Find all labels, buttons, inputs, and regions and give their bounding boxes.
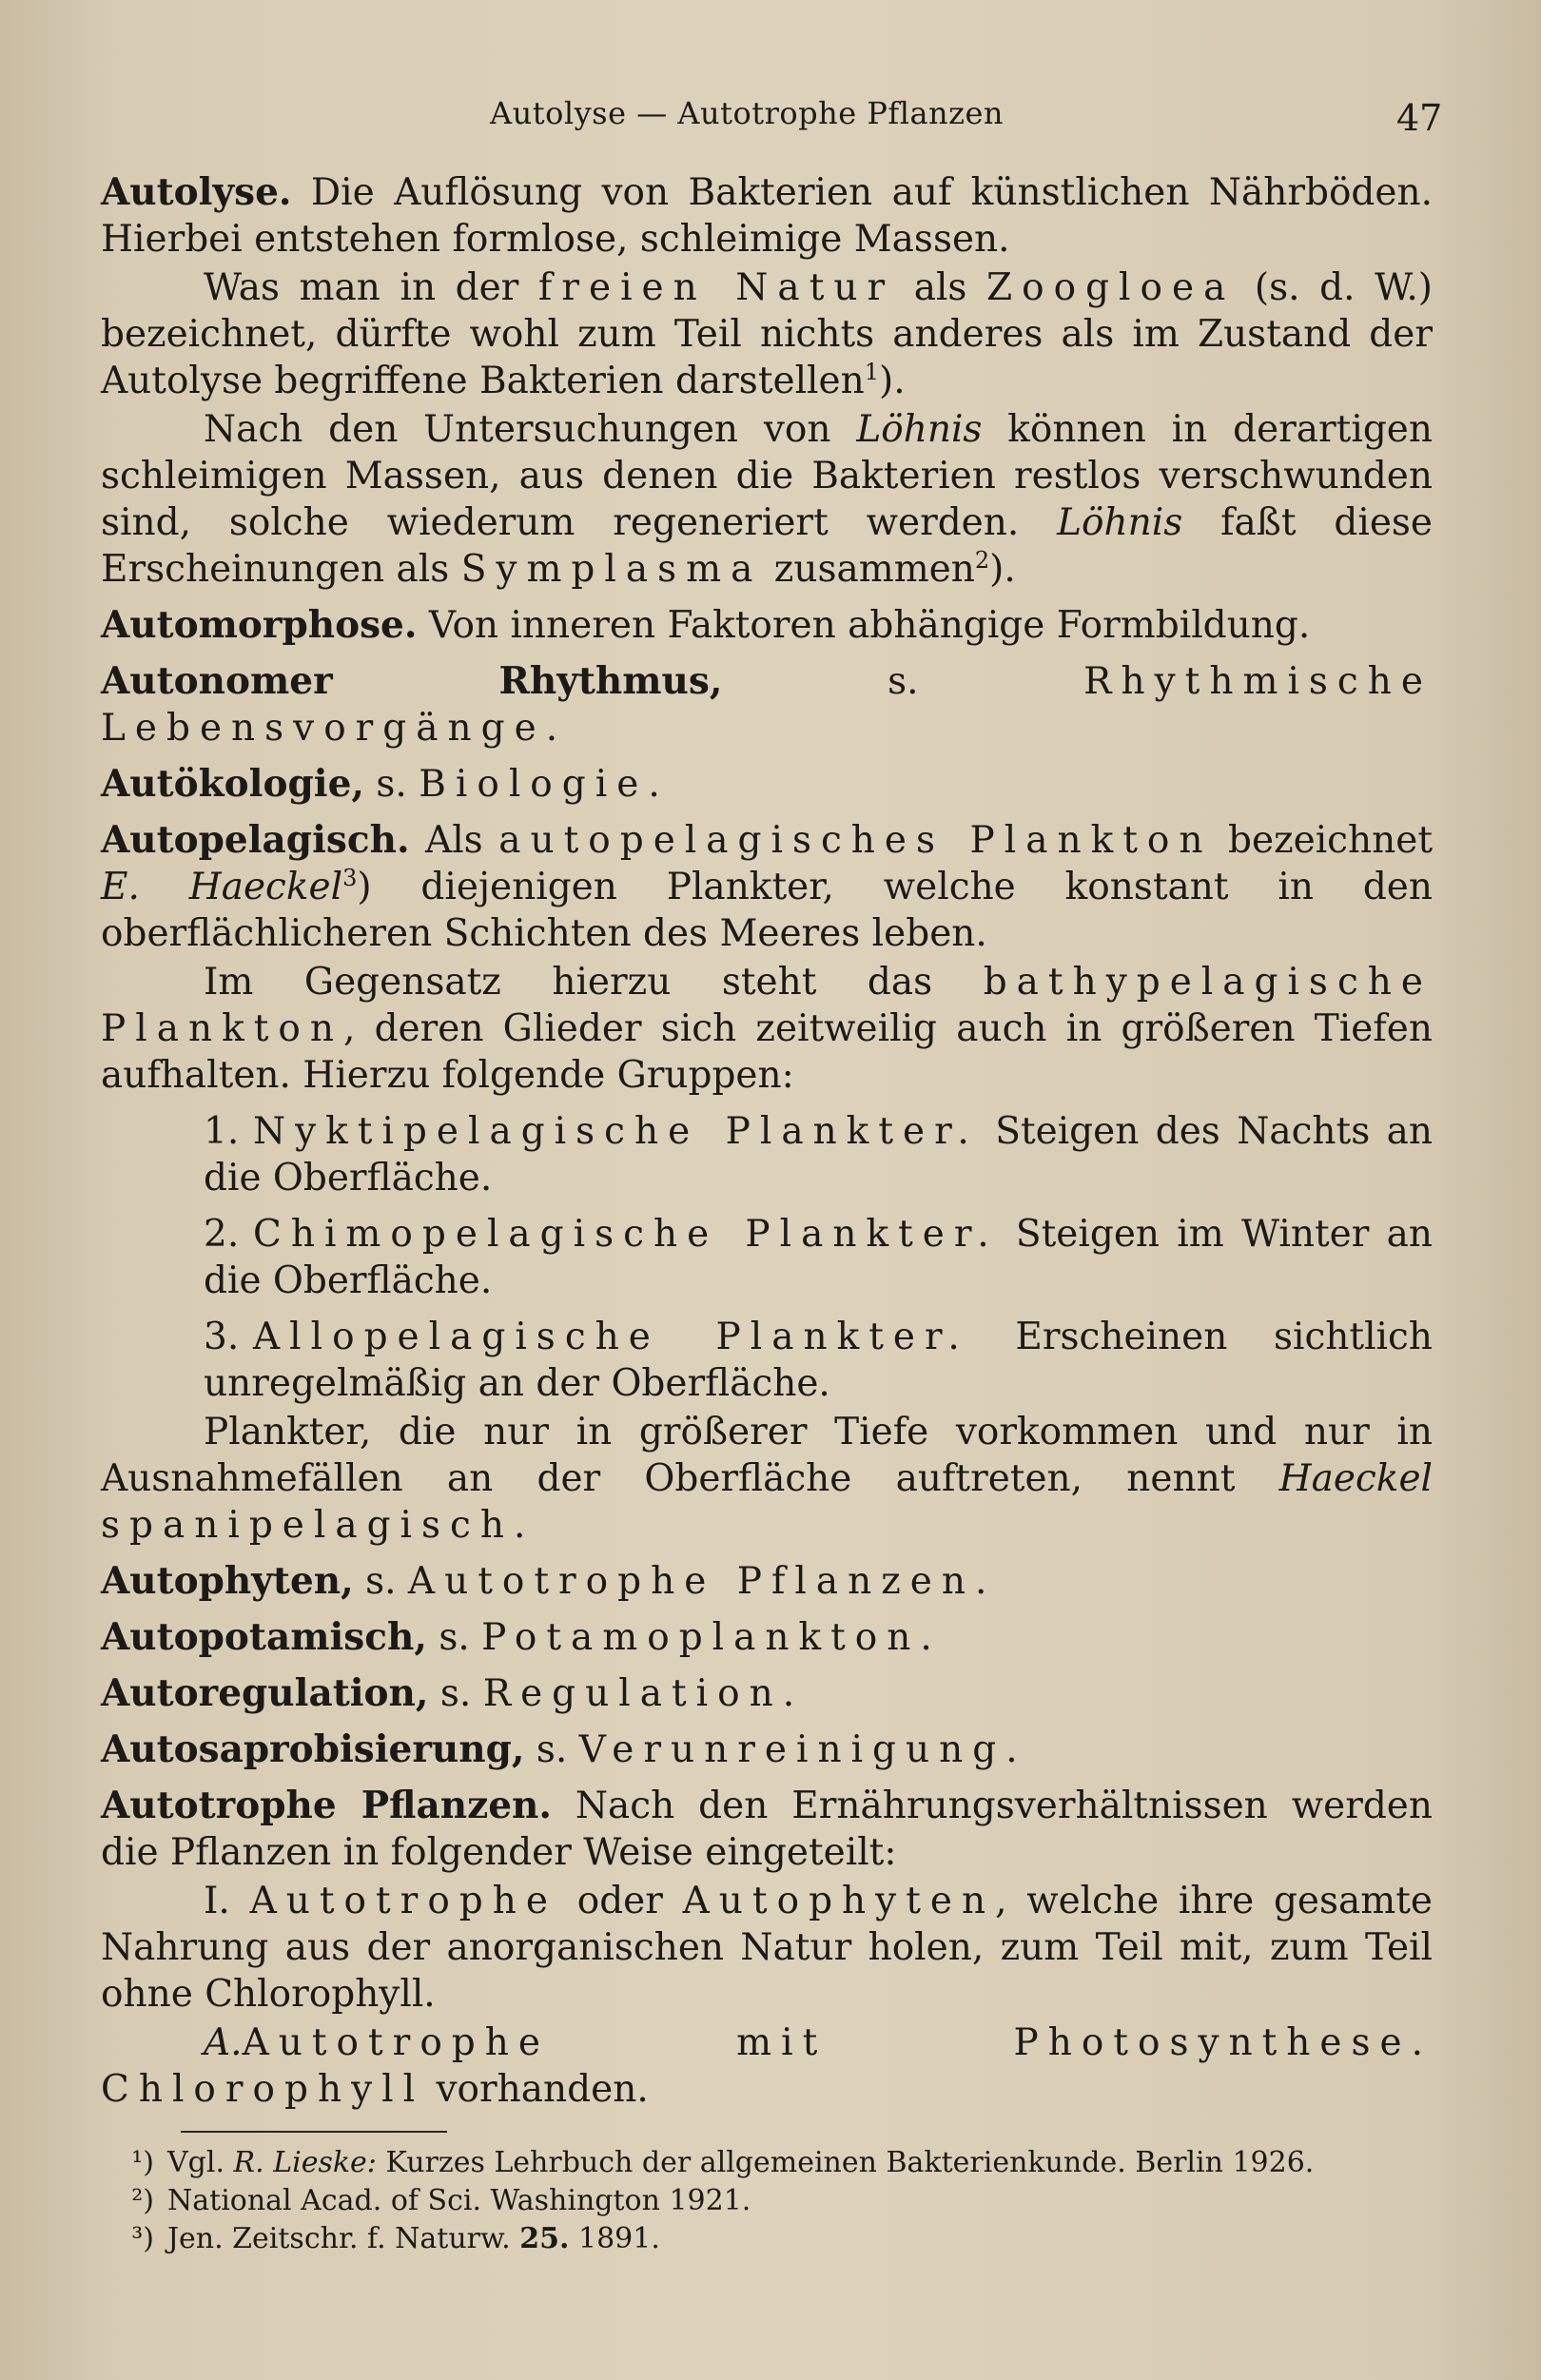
entry-term: Autoregulation, <box>101 1671 429 1715</box>
cross-reference: Verunreinigung <box>578 1728 1006 1771</box>
footnote <box>101 2144 1433 2182</box>
text-run: . <box>920 1616 932 1659</box>
entry-autopelagisch <box>101 817 1433 957</box>
entry-autoregulation <box>101 1670 1433 1717</box>
cross-reference: Autotrophe Pflanzen <box>407 1560 975 1603</box>
spaced-text: autopelagisches Plankton <box>498 819 1213 862</box>
text-run: vorhanden. <box>436 2068 649 2111</box>
cross-reference: Regulation <box>482 1672 783 1715</box>
running-title: Autolyse — Autotrophe Pflanzen <box>490 95 1005 131</box>
footnote-mark: ¹) <box>131 2146 154 2179</box>
author-name: Löhnis <box>856 408 983 451</box>
page-body <box>101 169 1433 2122</box>
text-run: ). <box>879 360 906 402</box>
entry-autotrophe-pflanzen <box>101 1783 1433 1876</box>
text-run: Erscheinen sichtlich unregelmäßig an der Oberfläche. <box>204 1316 1433 1405</box>
text-run: . <box>974 1560 987 1603</box>
spaced-text: Autophyten <box>682 1880 996 1922</box>
footnotes <box>101 2144 1433 2258</box>
footnote <box>101 2220 1433 2258</box>
entry-term: Autotrophe Pflanzen. <box>101 1784 552 1827</box>
spaced-text: Chimopelagische Plankter. <box>253 1213 999 1256</box>
volume-number: 25. <box>519 2222 570 2255</box>
entry-term: Autophyten, <box>101 1559 354 1603</box>
subsection-mark: A. <box>204 2021 243 2064</box>
entry-autotrophe-para3 <box>101 2019 1433 2113</box>
cross-reference: Biologie <box>419 763 649 806</box>
text-run: Kurzes Lehrbuch der allgemeinen Bakterienkunde. Berlin 1926. <box>385 2146 1315 2179</box>
footnote-mark: ³) <box>131 2222 154 2255</box>
spaced-text: Autotrophe <box>249 1880 557 1922</box>
list-number: 3. <box>204 1316 240 1358</box>
footnote-ref: 3 <box>342 865 358 891</box>
author-name: Löhnis <box>1057 501 1183 544</box>
entry-autoekologie <box>101 761 1433 808</box>
entry-term: Autolyse. <box>101 170 292 214</box>
see-marker: s. <box>536 1728 568 1771</box>
footnote-rule <box>181 2131 447 2133</box>
text-run: National Acad. of Sci. Washington 1921. <box>167 2184 751 2217</box>
entry-term: Autonomer Rhythmus, <box>101 659 723 703</box>
spaced-text: Symplasma <box>460 548 763 591</box>
spaced-text: Zoogloea <box>986 266 1236 309</box>
spaced-text: Autotrophe mit Photosynthese. Chlorophyll <box>101 2021 1433 2111</box>
text-run: , welche ihre gesamte Nahrung aus der anorganischen Natur holen, zum Teil mit, zum Teil ohne Chlorophyll. <box>101 1880 1434 2016</box>
text-run: Steigen im Winter an die Oberfläche. <box>204 1213 1433 1302</box>
list-item <box>204 1211 1433 1304</box>
text-run: Nach den Untersuchungen von <box>204 408 831 451</box>
entry-term: Autosaprobisierung, <box>101 1727 525 1771</box>
entry-text: Von inneren Faktoren abhängige Formbildung. <box>428 604 1311 647</box>
text-run: . <box>648 763 660 806</box>
text-run: Vgl. <box>167 2146 224 2179</box>
entry-term: Automorphose. <box>101 603 418 647</box>
author-name: E. Haeckel <box>101 866 343 908</box>
spaced-text: bathypelagische Plankton <box>101 961 1433 1050</box>
entry-autopelagisch-para2 <box>101 959 1433 1099</box>
entry-automorphose <box>101 602 1433 649</box>
text-run: , deren Glieder sich zeitweilig auch in größeren Tiefen aufhalten. Hierzu folgende Gruppen: <box>101 1007 1433 1097</box>
text-run: Steigen des Nachts an die Oberfläche. <box>204 1110 1433 1200</box>
plankter-groups <box>101 1108 1433 1407</box>
text-run: ) diejenigen Plankter, welche konstant in den oberflächlicheren Schichten des Meeres leben. <box>101 866 1434 955</box>
list-item <box>204 1314 1433 1407</box>
text-run: Im Gegensatz hierzu steht das <box>204 961 933 1004</box>
cross-reference: Rhythmische Lebensvorgänge <box>101 660 1433 750</box>
cross-reference: Potamoplankton <box>481 1616 921 1659</box>
entry-text: Nach den Ernährungsverhältnissen werden die Pflanzen in folgender Weise eingeteilt: <box>101 1785 1433 1874</box>
text-run: können in derartigen schleimigen Massen, aus denen die Bakterien restlos verschwunden sind, solche wiederum regeneriert werden. <box>101 408 1433 544</box>
text-run: Plankter, die nur in größerer Tiefe vorkommen und nur in Ausnahmefällen an der Oberfläche auftreten, nennt <box>101 1411 1433 1500</box>
see-marker: s. <box>439 1616 470 1659</box>
text-run: (s. d. W.) bezeichnet, dürfte wohl zum Teil nichts anderes als im Zustand der Autolyse begriffene Bakterien darstellen <box>101 266 1433 402</box>
author-name: Haeckel <box>1278 1457 1433 1500</box>
spaced-text: Allopelagische Plankter. <box>253 1316 969 1358</box>
see-marker: s. <box>376 763 407 806</box>
text-run: . <box>514 1504 526 1547</box>
page-number: 47 <box>1396 97 1443 139</box>
text-run: Was man in der <box>204 266 519 309</box>
entry-term: Autopelagisch. <box>101 818 410 862</box>
text-run: ). <box>989 548 1016 591</box>
text-run: Jen. Zeitschr. f. Naturw. <box>167 2222 511 2255</box>
entry-text: Die Auflösung von Bakterien auf künstlichen Nährböden. Hierbei entstehen formlose, schleimige Massen. <box>101 171 1433 261</box>
text-run: Als <box>425 819 483 862</box>
text-run: als <box>913 266 967 309</box>
entry-autolyse-para2 <box>101 264 1433 404</box>
text-run: faßt diese Erscheinungen als <box>101 501 1433 591</box>
footnote-ref: 2 <box>974 547 990 574</box>
footnote-mark: ²) <box>131 2184 154 2217</box>
entry-autolyse <box>101 169 1433 263</box>
text-run: bezeichnet <box>1228 819 1434 862</box>
text-run: . <box>1005 1728 1018 1771</box>
spaced-text: Nyktipelagische Plankter. <box>253 1110 979 1153</box>
author-name: R. Lieske: <box>233 2146 377 2179</box>
entry-autonomer-rhythmus <box>101 658 1433 751</box>
text-run: . <box>545 707 558 750</box>
see-marker: s. <box>888 660 919 703</box>
list-item <box>204 1108 1433 1201</box>
footnote <box>101 2182 1433 2220</box>
entry-term: Autökologie, <box>101 762 364 806</box>
entry-autosaprobisierung <box>101 1726 1433 1773</box>
text-run: . <box>782 1672 795 1715</box>
entry-term: Autopotamisch, <box>101 1615 427 1659</box>
entry-autopotamisch <box>101 1614 1433 1661</box>
see-marker: s. <box>439 1672 472 1715</box>
text-run: 1891. <box>577 2222 660 2255</box>
spaced-text: freien Natur <box>537 266 895 309</box>
text-run: I. <box>204 1880 230 1922</box>
spaced-text: spanipelagisch <box>101 1504 515 1547</box>
entry-autophyten <box>101 1558 1433 1605</box>
see-marker: s. <box>365 1560 397 1603</box>
entry-autopelagisch-para3 <box>101 1409 1433 1549</box>
footnote-ref: 1 <box>864 359 879 385</box>
entry-autolyse-para3 <box>101 406 1433 593</box>
list-number: 2. <box>204 1213 240 1256</box>
text-run: zusammen <box>773 548 975 591</box>
entry-autotrophe-para2 <box>101 1878 1433 2018</box>
list-number: 1. <box>204 1110 240 1153</box>
text-run: oder <box>576 1880 663 1922</box>
